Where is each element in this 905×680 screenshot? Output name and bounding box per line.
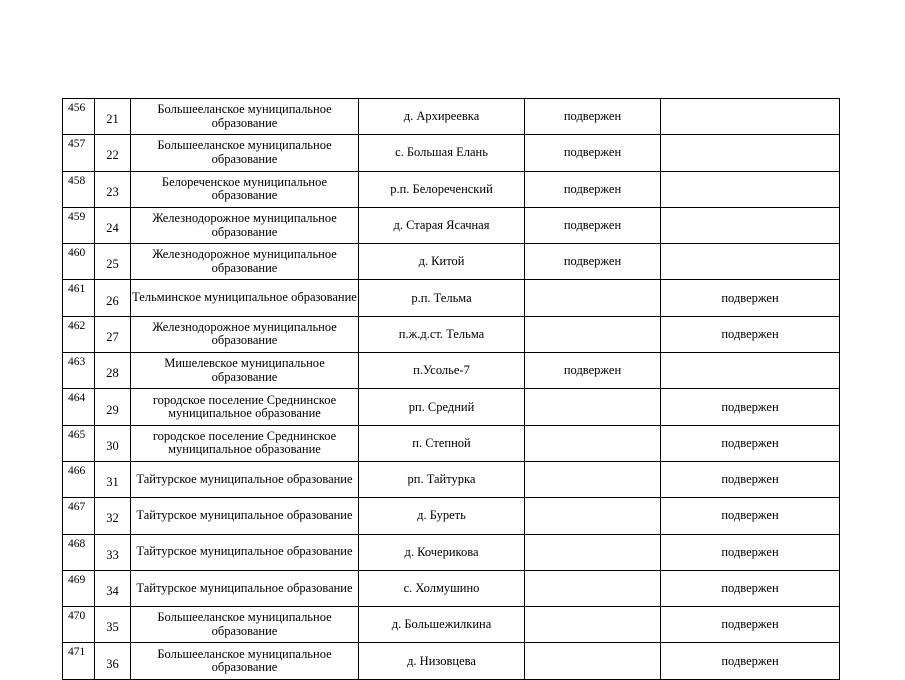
status-b-cell [661,244,840,280]
municipality-cell: Тайтурское муниципальное образование [131,534,359,570]
municipality-cell: городское поселение Среднинское муниципальное образование [131,425,359,461]
status-b-cell: подвержен [661,498,840,534]
local-number-cell: 23 [95,171,131,207]
settlement-cell: д. Старая Ясачная [359,207,525,243]
local-number-cell: 31 [95,461,131,497]
table-row [63,643,840,679]
global-number-cell: 456 [63,99,95,135]
status-a-cell: подвержен [525,171,661,207]
global-number-cell: 460 [63,244,95,280]
global-number-cell: 457 [63,135,95,171]
local-number-cell: 28 [95,353,131,389]
status-a-cell [525,570,661,606]
global-number-cell: 464 [63,389,95,425]
status-b-cell: подвержен [661,389,840,425]
settlement-cell: с. Холмушино [359,570,525,606]
table-row [63,389,840,425]
status-a-cell: подвержен [525,99,661,135]
status-a-cell [525,461,661,497]
table-row [63,171,840,207]
status-a-cell [525,498,661,534]
global-number-cell: 465 [63,425,95,461]
table-row [63,135,840,171]
settlement-cell: д. Низовцева [359,643,525,679]
local-number-cell: 21 [95,99,131,135]
municipality-cell: Большееланское муниципальное образование [131,643,359,679]
municipality-cell: Тельминское муниципальное образование [131,280,359,316]
table-row [63,570,840,606]
local-number-cell: 34 [95,570,131,606]
table-row [63,353,840,389]
status-b-cell [661,207,840,243]
status-a-cell: подвержен [525,207,661,243]
status-b-cell: подвержен [661,643,840,679]
local-number-cell: 22 [95,135,131,171]
municipality-cell: Железнодорожное муниципальное образование [131,244,359,280]
local-number-cell: 32 [95,498,131,534]
local-number-cell: 26 [95,280,131,316]
status-b-cell [661,99,840,135]
municipality-cell: Мишелевское муниципальное образование [131,353,359,389]
municipality-cell: Железнодорожное муниципальное образование [131,207,359,243]
municipality-cell: Тайтурское муниципальное образование [131,498,359,534]
municipality-cell: Тайтурское муниципальное образование [131,570,359,606]
status-b-cell: подвержен [661,607,840,643]
local-number-cell: 35 [95,607,131,643]
table-row [63,99,840,135]
global-number-cell: 467 [63,498,95,534]
status-b-cell: подвержен [661,570,840,606]
global-number-cell: 463 [63,353,95,389]
status-b-cell: подвержен [661,316,840,352]
global-number-cell: 459 [63,207,95,243]
global-number-cell: 466 [63,461,95,497]
local-number-cell: 29 [95,389,131,425]
global-number-cell: 471 [63,643,95,679]
municipality-cell: Железнодорожное муниципальное образование [131,316,359,352]
settlement-cell: рп. Тайтурка [359,461,525,497]
municipality-cell: Большееланское муниципальное образование [131,99,359,135]
status-b-cell [661,353,840,389]
global-number-cell: 469 [63,570,95,606]
table-row [63,316,840,352]
settlement-cell: с. Большая Елань [359,135,525,171]
settlement-cell: д. Большежилкина [359,607,525,643]
status-a-cell [525,607,661,643]
local-number-cell: 36 [95,643,131,679]
settlement-cell: п. Степной [359,425,525,461]
global-number-cell: 462 [63,316,95,352]
status-b-cell [661,135,840,171]
table-row [63,280,840,316]
status-b-cell [661,171,840,207]
municipality-cell: Большееланское муниципальное образование [131,135,359,171]
local-number-cell: 24 [95,207,131,243]
municipality-cell: городское поселение Среднинское муниципальное образование [131,389,359,425]
status-a-cell [525,280,661,316]
status-b-cell: подвержен [661,534,840,570]
local-number-cell: 25 [95,244,131,280]
global-number-cell: 470 [63,607,95,643]
status-a-cell [525,389,661,425]
status-b-cell: подвержен [661,280,840,316]
municipality-cell: Белореченское муниципальное образование [131,171,359,207]
status-b-cell: подвержен [661,425,840,461]
table-row [63,244,840,280]
status-a-cell [525,425,661,461]
municipality-cell: Тайтурское муниципальное образование [131,461,359,497]
table-row [63,607,840,643]
status-a-cell [525,316,661,352]
status-a-cell: подвержен [525,135,661,171]
status-b-cell: подвержен [661,461,840,497]
global-number-cell: 458 [63,171,95,207]
settlement-cell: д. Буреть [359,498,525,534]
settlement-cell: р.п. Тельма [359,280,525,316]
local-number-cell: 27 [95,316,131,352]
settlement-cell: д. Архиреевка [359,99,525,135]
table-row [63,207,840,243]
settlements-table [62,98,840,680]
global-number-cell: 468 [63,534,95,570]
table-row [63,498,840,534]
settlement-cell: п.ж.д.ст. Тельма [359,316,525,352]
status-a-cell [525,643,661,679]
table-body [63,99,840,680]
table-row [63,461,840,497]
status-a-cell: подвержен [525,244,661,280]
settlement-cell: р.п. Белореченский [359,171,525,207]
table-row [63,534,840,570]
settlement-cell: д. Китой [359,244,525,280]
settlement-cell: д. Кочерикова [359,534,525,570]
status-a-cell [525,534,661,570]
global-number-cell: 461 [63,280,95,316]
municipality-cell: Большееланское муниципальное образование [131,607,359,643]
local-number-cell: 30 [95,425,131,461]
table-row [63,425,840,461]
status-a-cell: подвержен [525,353,661,389]
settlement-cell: п.Усолье-7 [359,353,525,389]
settlement-cell: рп. Средний [359,389,525,425]
local-number-cell: 33 [95,534,131,570]
